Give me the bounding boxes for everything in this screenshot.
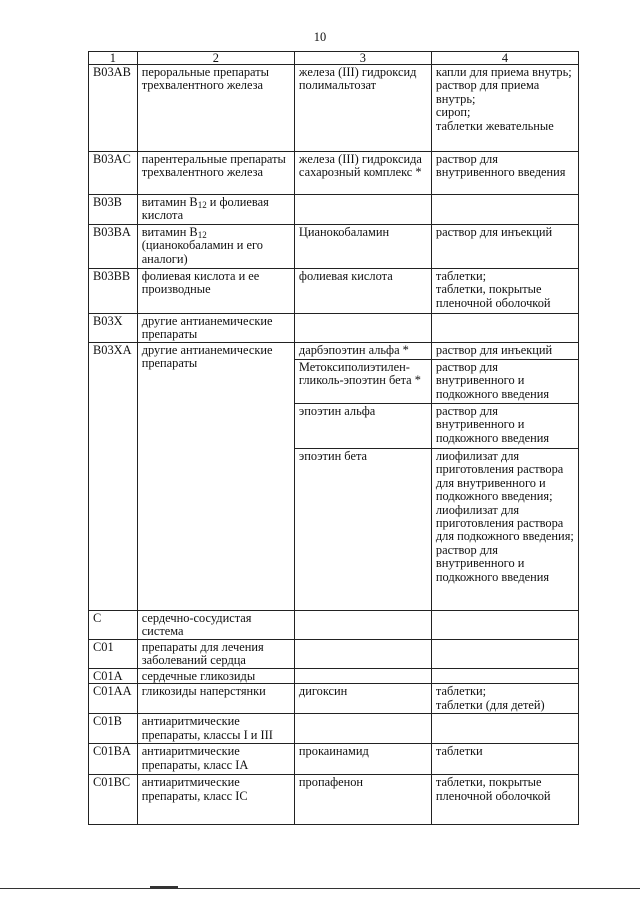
dosage-form: таблетки: [431, 744, 578, 775]
table-row: [89, 314, 579, 343]
group-name-subscript: 12: [197, 200, 207, 210]
drug-name: дарбэпоэтин альфа *: [294, 343, 431, 360]
dosage-form: [431, 669, 578, 684]
group-name-part: витамин B: [141, 195, 198, 209]
atc-code: C01BC: [89, 775, 138, 825]
dosage-form: таблетки; таблетки (для детей): [431, 684, 578, 714]
drug-name: [294, 640, 431, 669]
atc-code: C01A: [89, 669, 138, 684]
dosage-form: раствор для инъекций: [431, 343, 578, 360]
group-name: фолиевая кислота и ее производные: [137, 269, 294, 314]
drug-name: эпоэтин бета: [294, 449, 431, 611]
group-name: пероральные препараты трехвалентного железа: [137, 65, 294, 152]
drug-name: дигоксин: [294, 684, 431, 714]
atc-code: C01B: [89, 714, 138, 744]
group-name: сердечно-сосудистая система: [137, 611, 294, 640]
atc-code: B03X: [89, 314, 138, 343]
drug-name: [294, 669, 431, 684]
dosage-form: капли для приема внутрь; раствор для приема внутрь; сироп; таблетки жевательные: [431, 65, 578, 152]
dosage-form: лиофилизат для приготовления раствора для внутривенного и подкожного введения; лиофилизат для приготовления раствора для подкожного введения; раствор для внутривенного и подкожного введения: [431, 449, 578, 611]
group-name-part: и фолиевая кислота: [141, 195, 269, 223]
footer-scan-mark: [150, 886, 178, 889]
dosage-form: раствор для внутривенного и подкожного введения: [431, 404, 578, 449]
group-name: антиаритмические препараты, класс IA: [137, 744, 294, 775]
drug-name: фолиевая кислота: [294, 269, 431, 314]
dosage-form: [431, 314, 578, 343]
atc-code: C: [89, 611, 138, 640]
drug-table: [88, 51, 579, 825]
atc-code: B03B: [89, 195, 138, 225]
group-name: антиаритмические препараты, класс IC: [137, 775, 294, 825]
table-row: [89, 775, 579, 825]
table-row: [89, 640, 579, 669]
table-row: [89, 684, 579, 714]
drug-name: железа (III) гидроксид полимальтозат: [294, 65, 431, 152]
dosage-form: [431, 611, 578, 640]
group-name: сердечные гликозиды: [137, 669, 294, 684]
group-name: [137, 195, 294, 225]
dosage-form: таблетки; таблетки, покрытые пленочной оболочкой: [431, 269, 578, 314]
dosage-form: [431, 195, 578, 225]
header-cell: 4: [431, 52, 578, 65]
dosage-form: [431, 640, 578, 669]
table-row: [89, 65, 579, 152]
group-name: другие антианемические препараты: [137, 314, 294, 343]
table-header-row: [89, 52, 579, 65]
header-cell: 3: [294, 52, 431, 65]
group-name: [137, 225, 294, 269]
table-row: [89, 744, 579, 775]
table-row: [89, 669, 579, 684]
drug-name: [294, 611, 431, 640]
table-row: [89, 195, 579, 225]
drug-name: пропафенон: [294, 775, 431, 825]
drug-name: [294, 314, 431, 343]
group-name: парентеральные препараты трехвалентного железа: [137, 152, 294, 195]
atc-code: C01AA: [89, 684, 138, 714]
dosage-form: раствор для внутривенного введения: [431, 152, 578, 195]
atc-code: B03BA: [89, 225, 138, 269]
drug-name: эпоэтин альфа: [294, 404, 431, 449]
group-name-part: (цианокобаламин и его аналоги): [141, 238, 263, 266]
group-name: другие антианемические препараты: [137, 343, 294, 611]
group-name-part: витамин B: [141, 225, 198, 239]
atc-code: C01BA: [89, 744, 138, 775]
table-row: [89, 152, 579, 195]
atc-code: B03XA: [89, 343, 138, 611]
table-row: [89, 611, 579, 640]
table-row: [89, 269, 579, 314]
drug-name: железа (III) гидроксида сахарозный комплекс *: [294, 152, 431, 195]
footer-divider: [0, 888, 640, 889]
header-cell: 1: [89, 52, 138, 65]
group-name: препараты для лечения заболеваний сердца: [137, 640, 294, 669]
drug-name: прокаинамид: [294, 744, 431, 775]
drug-name: [294, 195, 431, 225]
group-name-subscript: 12: [197, 230, 207, 240]
drug-name: [294, 714, 431, 744]
table-row: [89, 343, 579, 360]
dosage-form: [431, 714, 578, 744]
header-cell: 2: [137, 52, 294, 65]
atc-code: B03AB: [89, 65, 138, 152]
dosage-form: раствор для внутривенного и подкожного введения: [431, 360, 578, 404]
group-name: антиаритмические препараты, классы I и III: [137, 714, 294, 744]
drug-name: Цианокобаламин: [294, 225, 431, 269]
atc-code: B03BB: [89, 269, 138, 314]
table-row: [89, 225, 579, 269]
atc-code: B03AC: [89, 152, 138, 195]
table-row: [89, 714, 579, 744]
atc-code: C01: [89, 640, 138, 669]
drug-name: Метоксиполиэтилен-гликоль-эпоэтин бета *: [294, 360, 431, 404]
group-name: гликозиды наперстянки: [137, 684, 294, 714]
page-number: 10: [313, 30, 327, 44]
dosage-form: раствор для инъекций: [431, 225, 578, 269]
dosage-form: таблетки, покрытые пленочной оболочкой: [431, 775, 578, 825]
